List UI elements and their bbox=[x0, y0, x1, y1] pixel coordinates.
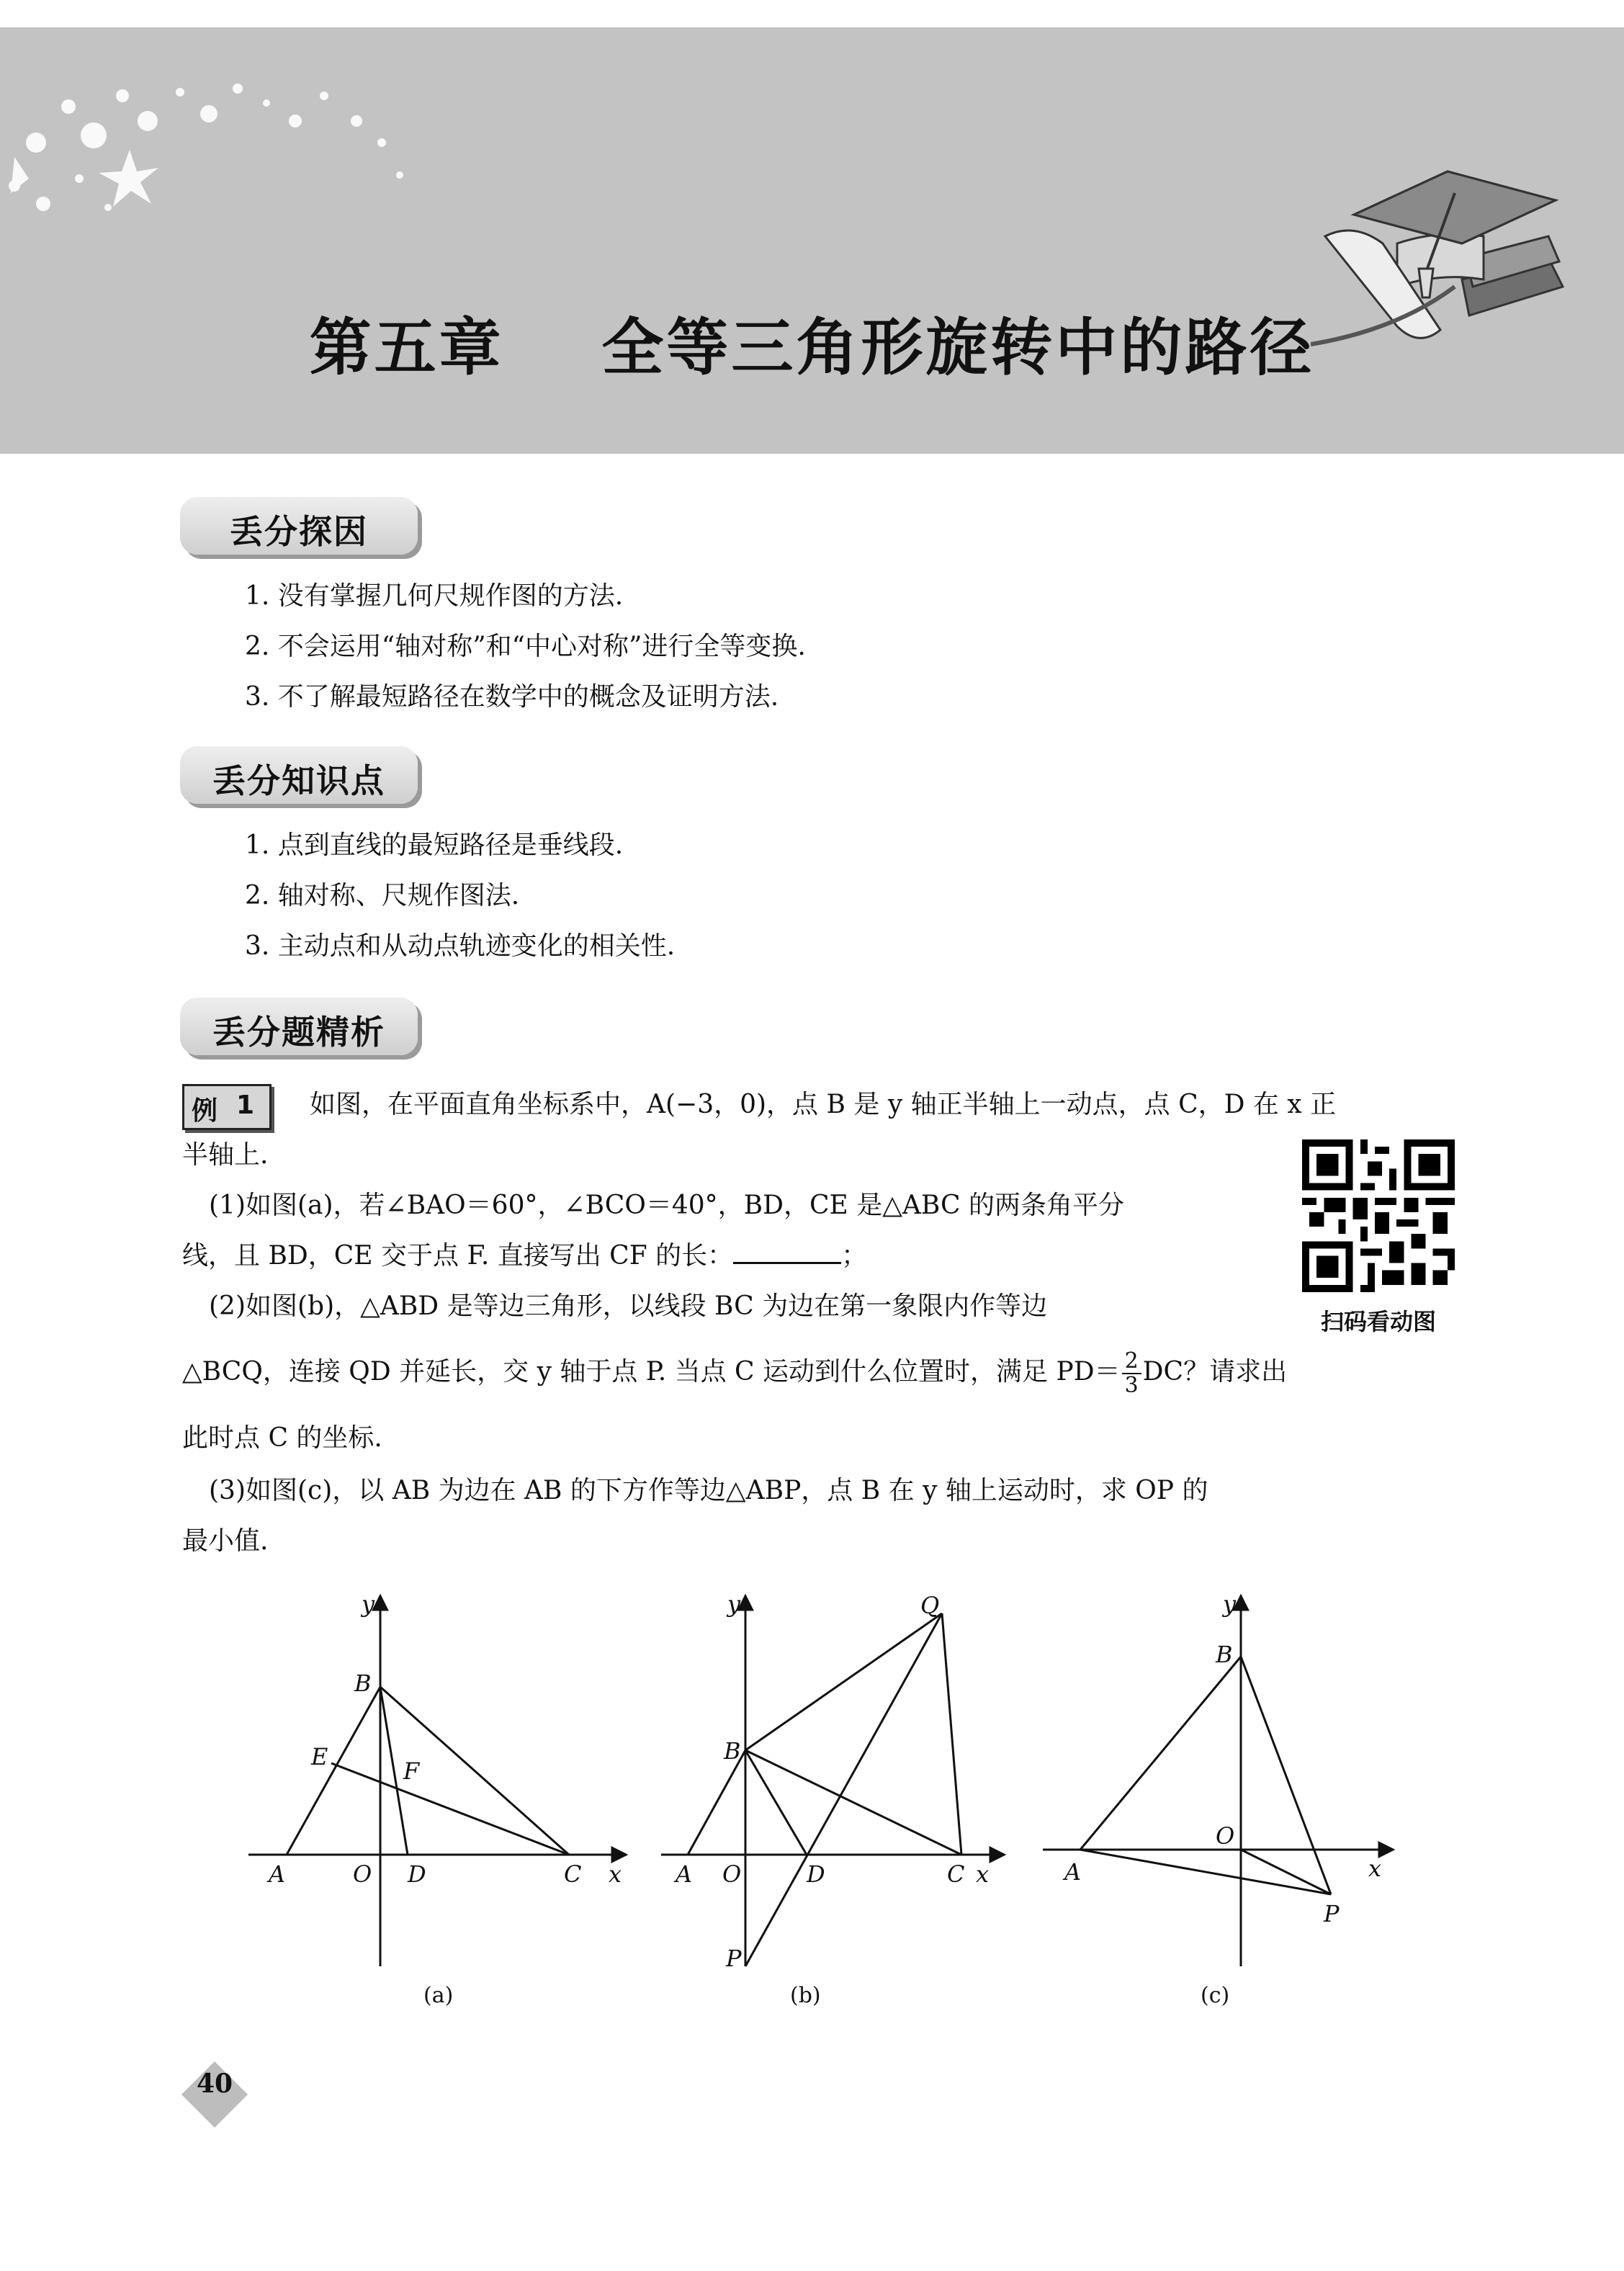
caption-a: (a) bbox=[423, 1983, 454, 2008]
y-axis-label: y bbox=[1223, 1590, 1237, 1618]
section-title: 丢分探因 bbox=[230, 512, 368, 551]
question3-line2: 最小值. bbox=[182, 1526, 269, 1556]
caption-b: (b) bbox=[790, 1983, 821, 2008]
example-tag-number: 1 bbox=[236, 1090, 255, 1120]
label-O: O bbox=[722, 1860, 742, 1888]
label-B: B bbox=[724, 1737, 741, 1765]
question3-line1: (3)如图(c)，以 AB 为边在 AB 的下方作等边△ABP，点 B 在 y 轴上运动时，求 OP 的 bbox=[209, 1476, 1208, 1505]
question1-line1: (1)如图(a)，若∠BAO＝60°，∠BCO＝40°，BD，CE 是△ABC 的两条角平分 bbox=[209, 1191, 1125, 1220]
question2-text-end: DC？请求出 bbox=[1142, 1357, 1288, 1387]
example-intro-line2: 半轴上. bbox=[182, 1140, 269, 1170]
question1-text: 线，且 BD，CE 交于点 F. 直接写出 CF 的长： bbox=[182, 1241, 734, 1271]
question2-line1: (2)如图(b)，△ABD 是等边三角形，以线段 BC 为边在第一象限内作等边 bbox=[209, 1291, 1048, 1321]
cause-item: 3. 不了解最短路径在数学中的概念及证明方法. bbox=[245, 682, 779, 712]
label-P: P bbox=[1324, 1900, 1340, 1927]
knowledge-item: 1. 点到直线的最短路径是垂线段. bbox=[245, 830, 624, 860]
label-Q: Q bbox=[920, 1592, 940, 1619]
label-O: O bbox=[1216, 1822, 1235, 1850]
figure-a bbox=[248, 1595, 627, 1966]
y-axis-label: y bbox=[362, 1590, 375, 1618]
cause-item: 2. 不会运用“轴对称”和“中心对称”进行全等变换. bbox=[245, 632, 806, 661]
question2-text: △BCQ，连接 QD 并延长，交 y 轴于点 P. 当点 C 运动到什么位置时，满足 PD＝ bbox=[182, 1357, 1121, 1387]
label-A: A bbox=[269, 1860, 286, 1888]
y-axis-label: y bbox=[727, 1590, 741, 1618]
label-O: O bbox=[353, 1860, 372, 1888]
label-P: P bbox=[726, 1945, 742, 1972]
example-intro-line1: 如图，在平面直角坐标系中，A(−3，0)，点 B 是 y 轴正半轴上一动点，点 C，D 在 x 正 bbox=[310, 1090, 1337, 1119]
label-B: B bbox=[354, 1670, 372, 1697]
knowledge-item: 2. 轴对称、尺规作图法. bbox=[245, 881, 520, 910]
question1-end: ； bbox=[841, 1241, 868, 1271]
label-F: F bbox=[403, 1757, 420, 1785]
fraction-denominator: 3 bbox=[1124, 1373, 1139, 1398]
x-axis-label: x bbox=[1368, 1855, 1382, 1882]
page-number: 40 bbox=[196, 2069, 233, 2099]
label-B: B bbox=[1216, 1641, 1233, 1668]
section-title: 丢分题精析 bbox=[212, 1013, 385, 1052]
label-D: D bbox=[408, 1860, 426, 1888]
x-axis-label: x bbox=[976, 1860, 990, 1888]
label-C: C bbox=[564, 1860, 582, 1888]
qr-caption: 扫码看动图 bbox=[1320, 1308, 1436, 1335]
example-tag-label: 例 bbox=[192, 1096, 218, 1126]
cause-item: 1. 没有掌握几何尺规作图的方法. bbox=[245, 581, 624, 611]
label-A: A bbox=[1064, 1858, 1082, 1886]
label-D: D bbox=[807, 1860, 825, 1888]
figure-b bbox=[661, 1595, 1005, 1966]
chapter-title: 第五章 全等三角形旋转中的路径 bbox=[309, 312, 1315, 384]
fraction-numerator: 2 bbox=[1122, 1350, 1141, 1374]
label-A: A bbox=[676, 1860, 693, 1888]
label-E: E bbox=[311, 1743, 328, 1770]
caption-c: (c) bbox=[1201, 1983, 1230, 2008]
section-title: 丢分知识点 bbox=[212, 761, 385, 800]
question2-line3: 此时点 C 的坐标. bbox=[182, 1423, 382, 1453]
x-axis-label: x bbox=[609, 1860, 622, 1888]
label-C: C bbox=[947, 1860, 965, 1888]
knowledge-item: 3. 主动点和从动点轨迹变化的相关性. bbox=[245, 931, 676, 961]
